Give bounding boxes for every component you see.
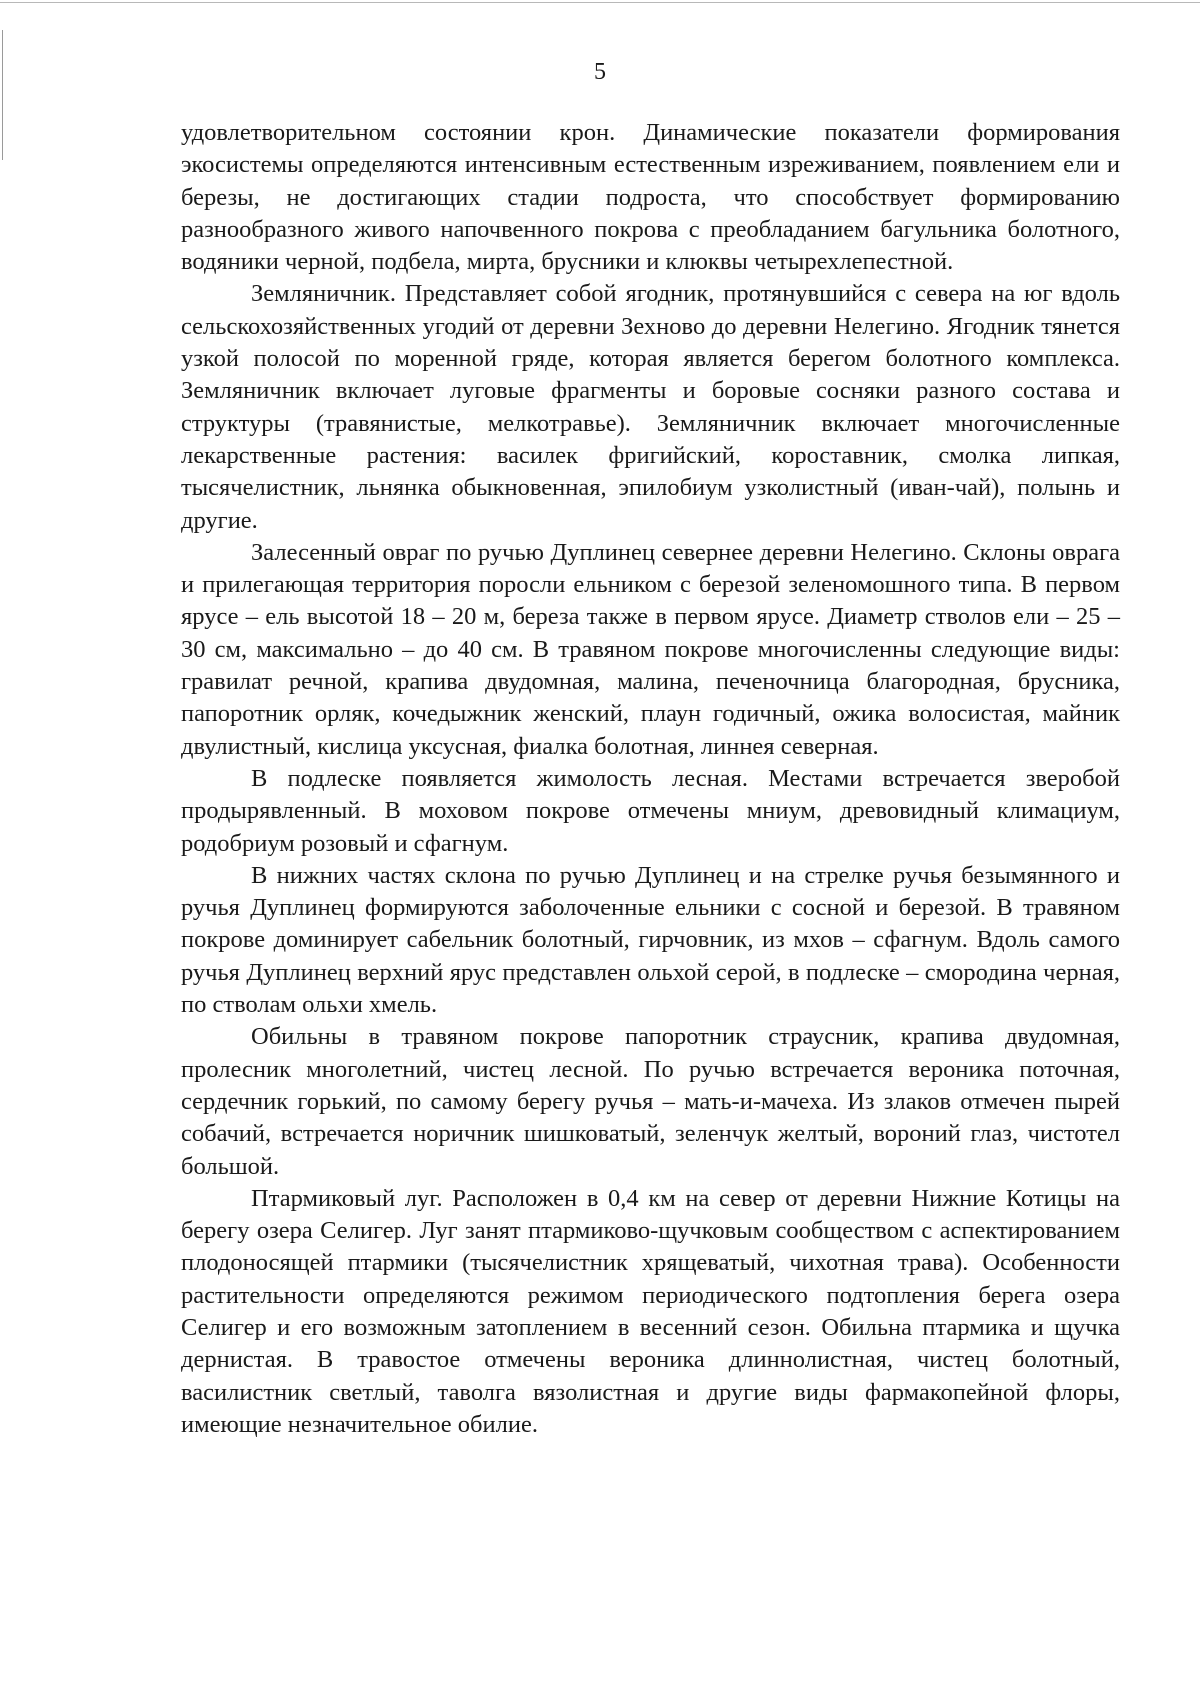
paragraph-ravine: Залесенный овраг по ручью Дуплинец севернее деревни Нелегино. Склоны оврага и прилегающая территория поросли ельником с березой зеленомошного типа. В первом ярусе – ель высотой 18 – 20 м, береза также в первом ярусе. Диаметр стволов ели – 25 – 30 см, максимально – до 40 см. В травяном покрове многочисленны следующие виды: гравилат речной, крапива двудомная, малина, печеночница благородная, брусника, папоротник орляк, кочедыжник женский, плаун годичный, ожика волосистая, майник двулистный, кислица уксусная, фиалка болотная, линнея северная. — [181, 538, 1120, 760]
scan-edge-line-top — [0, 2, 1200, 3]
paragraph-continuation: удовлетворительном состоянии крон. Динамические показатели формирования экосистемы определяются интенсивным естественным изреживанием, появлением ели и березы, не достигающих стадии подроста, что способствует формированию разнообразного живого напочвенного покрова с преобладанием багульника болотного, водяники черной, подбела, мирта, брусники и клюквы четырехлепестной. — [181, 119, 1120, 276]
paragraph-herb-cover: Обильны в травяном покрове папоротник страусник, крапива двудомная, пролесник многолетний, чистец лесной. По ручью встречается вероника поточная, сердечник горький, по самому берегу ручья – мать-и-мачеха. Из злаков отмечен пырей собачий, встречается норичник шишковатый, зеленчук желтый, вороний глаз, чистотел большой. — [181, 1023, 1120, 1180]
paragraph-zemlyanichnik: Земляничник. Представляет собой ягодник, протянувшийся с севера на юг вдоль сельскохозяйственных угодий от деревни Зехново до деревни Нелегино. Ягодник тянется узкой полосой по моренной гряде, которая является берегом болотного комплекса. Земляничник включает луговые фрагменты и боровые сосняки разного состава и структуры (травянистые, мелкотравье). Земляничник включает многочисленные лекарственные растения: василек фригийский, короставник, смолка липкая, тысячелистник, льнянка обыкновенная, эпилобиум узколистный (иван-чай), полынь и другие. — [181, 280, 1120, 534]
document-body — [181, 117, 1120, 1441]
page-number: 5 — [594, 59, 606, 85]
paragraph-undergrowth: В подлеске появляется жимолость лесная. Местами встречается зверобой продырявленный. В моховом покрове отмечены мниум, древовидный климациум, родобриум розовый и сфагнум. — [181, 764, 1120, 857]
paragraph-lower-slope: В нижних частях склона по ручью Дуплинец и на стрелке ручья безымянного и ручья Дуплинец формируются заболоченные ельники с сосной и березой. В травяном покрове доминирует сабельник болотный, гирчовник, из мхов – сфагнум. Вдоль самого ручья Дуплинец верхний ярус представлен ольхой серой, в подлеске – смородина черная, по стволам ольхи хмель. — [181, 861, 1120, 1019]
paragraph-ptarmica-meadow: Птармиковый луг. Расположен в 0,4 км на север от деревни Нижние Котицы на берегу озера Селигер. Луг занят птармиково-щучковым сообществом с аспектированием плодоносящей птармики (тысячелистник хрящеватый, чихотная трава). Особенности растительности определяются режимом периодического подтопления берега озера Селигер и его возможным затоплением в весенний сезон. Обильна птармика и щучка дернистая. В травостое отмечены вероника длиннолистная, чистец болотный, василистник светлый, таволга вязолистная и другие виды фармакопейной флоры, имеющие незначительное обилие. — [181, 1184, 1120, 1438]
scan-edge-line-left — [2, 30, 3, 160]
